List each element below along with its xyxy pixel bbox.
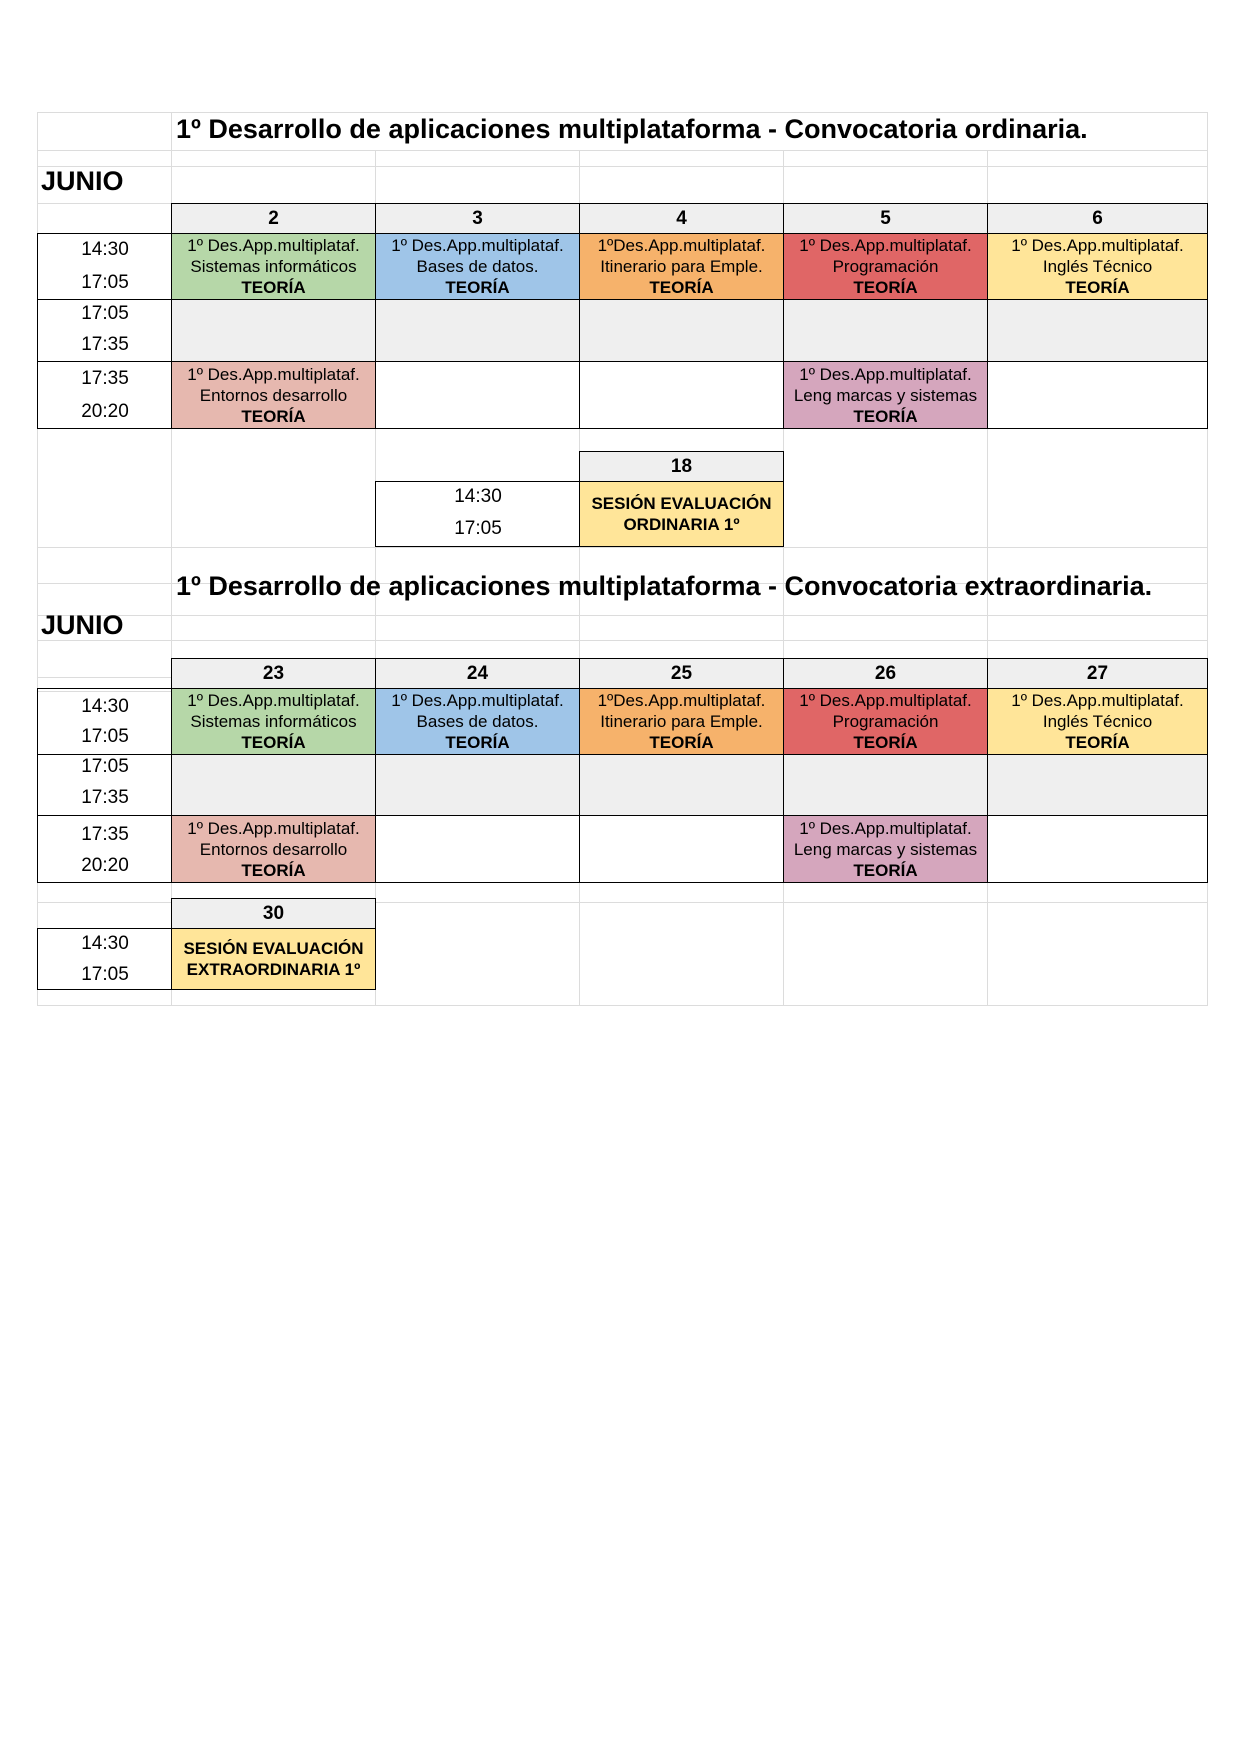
time-label: 17:05 bbox=[81, 756, 129, 777]
time-label: 17:35 bbox=[81, 787, 129, 808]
time-label: 20:20 bbox=[81, 401, 129, 422]
ordinary-day-header: 5 bbox=[783, 203, 988, 234]
exam-cell: 1º Des.App.multiplataf. Entornos desarrollo TEORÍA bbox=[171, 815, 376, 883]
exam-cell: 1º Des.App.multiplataf. Programación TEORÍA bbox=[783, 233, 988, 300]
break-cell bbox=[375, 754, 580, 816]
time-label: 14:30 bbox=[454, 486, 502, 507]
ordinary-day-header: 4 bbox=[579, 203, 784, 234]
ordinary-day-header: 3 bbox=[375, 203, 580, 234]
time-label: 17:05 bbox=[81, 726, 129, 747]
time-label: 17:35 bbox=[81, 824, 129, 845]
exam-cell: 1º Des.App.multiplataf. Bases de datos. TEORÍA bbox=[375, 688, 580, 755]
exam-cell: 1º Des.App.multiplataf. Leng marcas y sistemas TEORÍA bbox=[783, 361, 988, 429]
exam-cell: 1º Des.App.multiplataf. Sistemas informáticos TEORÍA bbox=[171, 233, 376, 300]
evaluation-session-cell: SESIÓN EVALUACIÓN ORDINARIA 1º bbox=[579, 481, 784, 547]
time-label: 20:20 bbox=[81, 855, 129, 876]
exam-cell: 1º Des.App.multiplataf. Sistemas informáticos TEORÍA bbox=[171, 688, 376, 755]
exam-cell: 1ºDes.App.multiplataf. Itinerario para Emple. TEORÍA bbox=[579, 688, 784, 755]
time-label: 17:05 bbox=[81, 272, 129, 293]
evaluation-session-cell: SESIÓN EVALUACIÓN EXTRAORDINARIA 1º bbox=[171, 928, 376, 990]
break-cell bbox=[783, 299, 988, 362]
extraordinary-day-header: 25 bbox=[579, 658, 784, 689]
ordinary-title: 1º Desarrollo de aplicaciones multiplataforma - Convocatoria ordinaria. bbox=[176, 114, 1088, 144]
exam-cell: 1º Des.App.multiplataf. Programación TEORÍA bbox=[783, 688, 988, 755]
break-cell bbox=[171, 754, 376, 816]
extraordinary-day-header: 27 bbox=[987, 658, 1208, 689]
exam-cell: 1º Des.App.multiplataf. Leng marcas y sistemas TEORÍA bbox=[783, 815, 988, 883]
time-label: 17:35 bbox=[81, 334, 129, 355]
empty-cell bbox=[579, 361, 784, 429]
extraordinary-month: JUNIO bbox=[41, 610, 124, 640]
empty-cell bbox=[579, 815, 784, 883]
extraordinary-day-header: 24 bbox=[375, 658, 580, 689]
time-label: 14:30 bbox=[81, 239, 129, 260]
exam-cell: 1º Des.App.multiplataf. Inglés Técnico TEORÍA bbox=[987, 688, 1208, 755]
exam-cell: 1º Des.App.multiplataf. Entornos desarrollo TEORÍA bbox=[171, 361, 376, 429]
exam-cell: 1º Des.App.multiplataf. Bases de datos. TEORÍA bbox=[375, 233, 580, 300]
break-cell bbox=[783, 754, 988, 816]
break-cell bbox=[375, 299, 580, 362]
time-label: 17:05 bbox=[454, 518, 502, 539]
extraordinary-day-header: 26 bbox=[783, 658, 988, 689]
exam-cell: 1ºDes.App.multiplataf. Itinerario para Emple. TEORÍA bbox=[579, 233, 784, 300]
empty-cell bbox=[987, 815, 1208, 883]
eval-day-header: 18 bbox=[579, 451, 784, 482]
break-cell bbox=[987, 754, 1208, 816]
break-cell bbox=[171, 299, 376, 362]
extraordinary-day-header: 23 bbox=[171, 658, 376, 689]
empty-cell bbox=[375, 815, 580, 883]
schedule-sheet bbox=[37, 112, 1208, 1006]
ordinary-day-header: 2 bbox=[171, 203, 376, 234]
time-label: 17:05 bbox=[81, 964, 129, 985]
extraordinary-title: 1º Desarrollo de aplicaciones multiplataforma - Convocatoria extraordinaria. bbox=[176, 571, 1153, 601]
break-cell bbox=[579, 754, 784, 816]
time-label: 17:35 bbox=[81, 368, 129, 389]
time-label: 14:30 bbox=[81, 696, 129, 717]
eval-day-header: 30 bbox=[171, 898, 376, 929]
empty-cell bbox=[987, 361, 1208, 429]
ordinary-day-header: 6 bbox=[987, 203, 1208, 234]
break-cell bbox=[579, 299, 784, 362]
time-label: 14:30 bbox=[81, 933, 129, 954]
exam-cell: 1º Des.App.multiplataf. Inglés Técnico TEORÍA bbox=[987, 233, 1208, 300]
ordinary-month: JUNIO bbox=[41, 166, 124, 196]
time-label: 17:05 bbox=[81, 303, 129, 324]
empty-cell bbox=[375, 361, 580, 429]
break-cell bbox=[987, 299, 1208, 362]
